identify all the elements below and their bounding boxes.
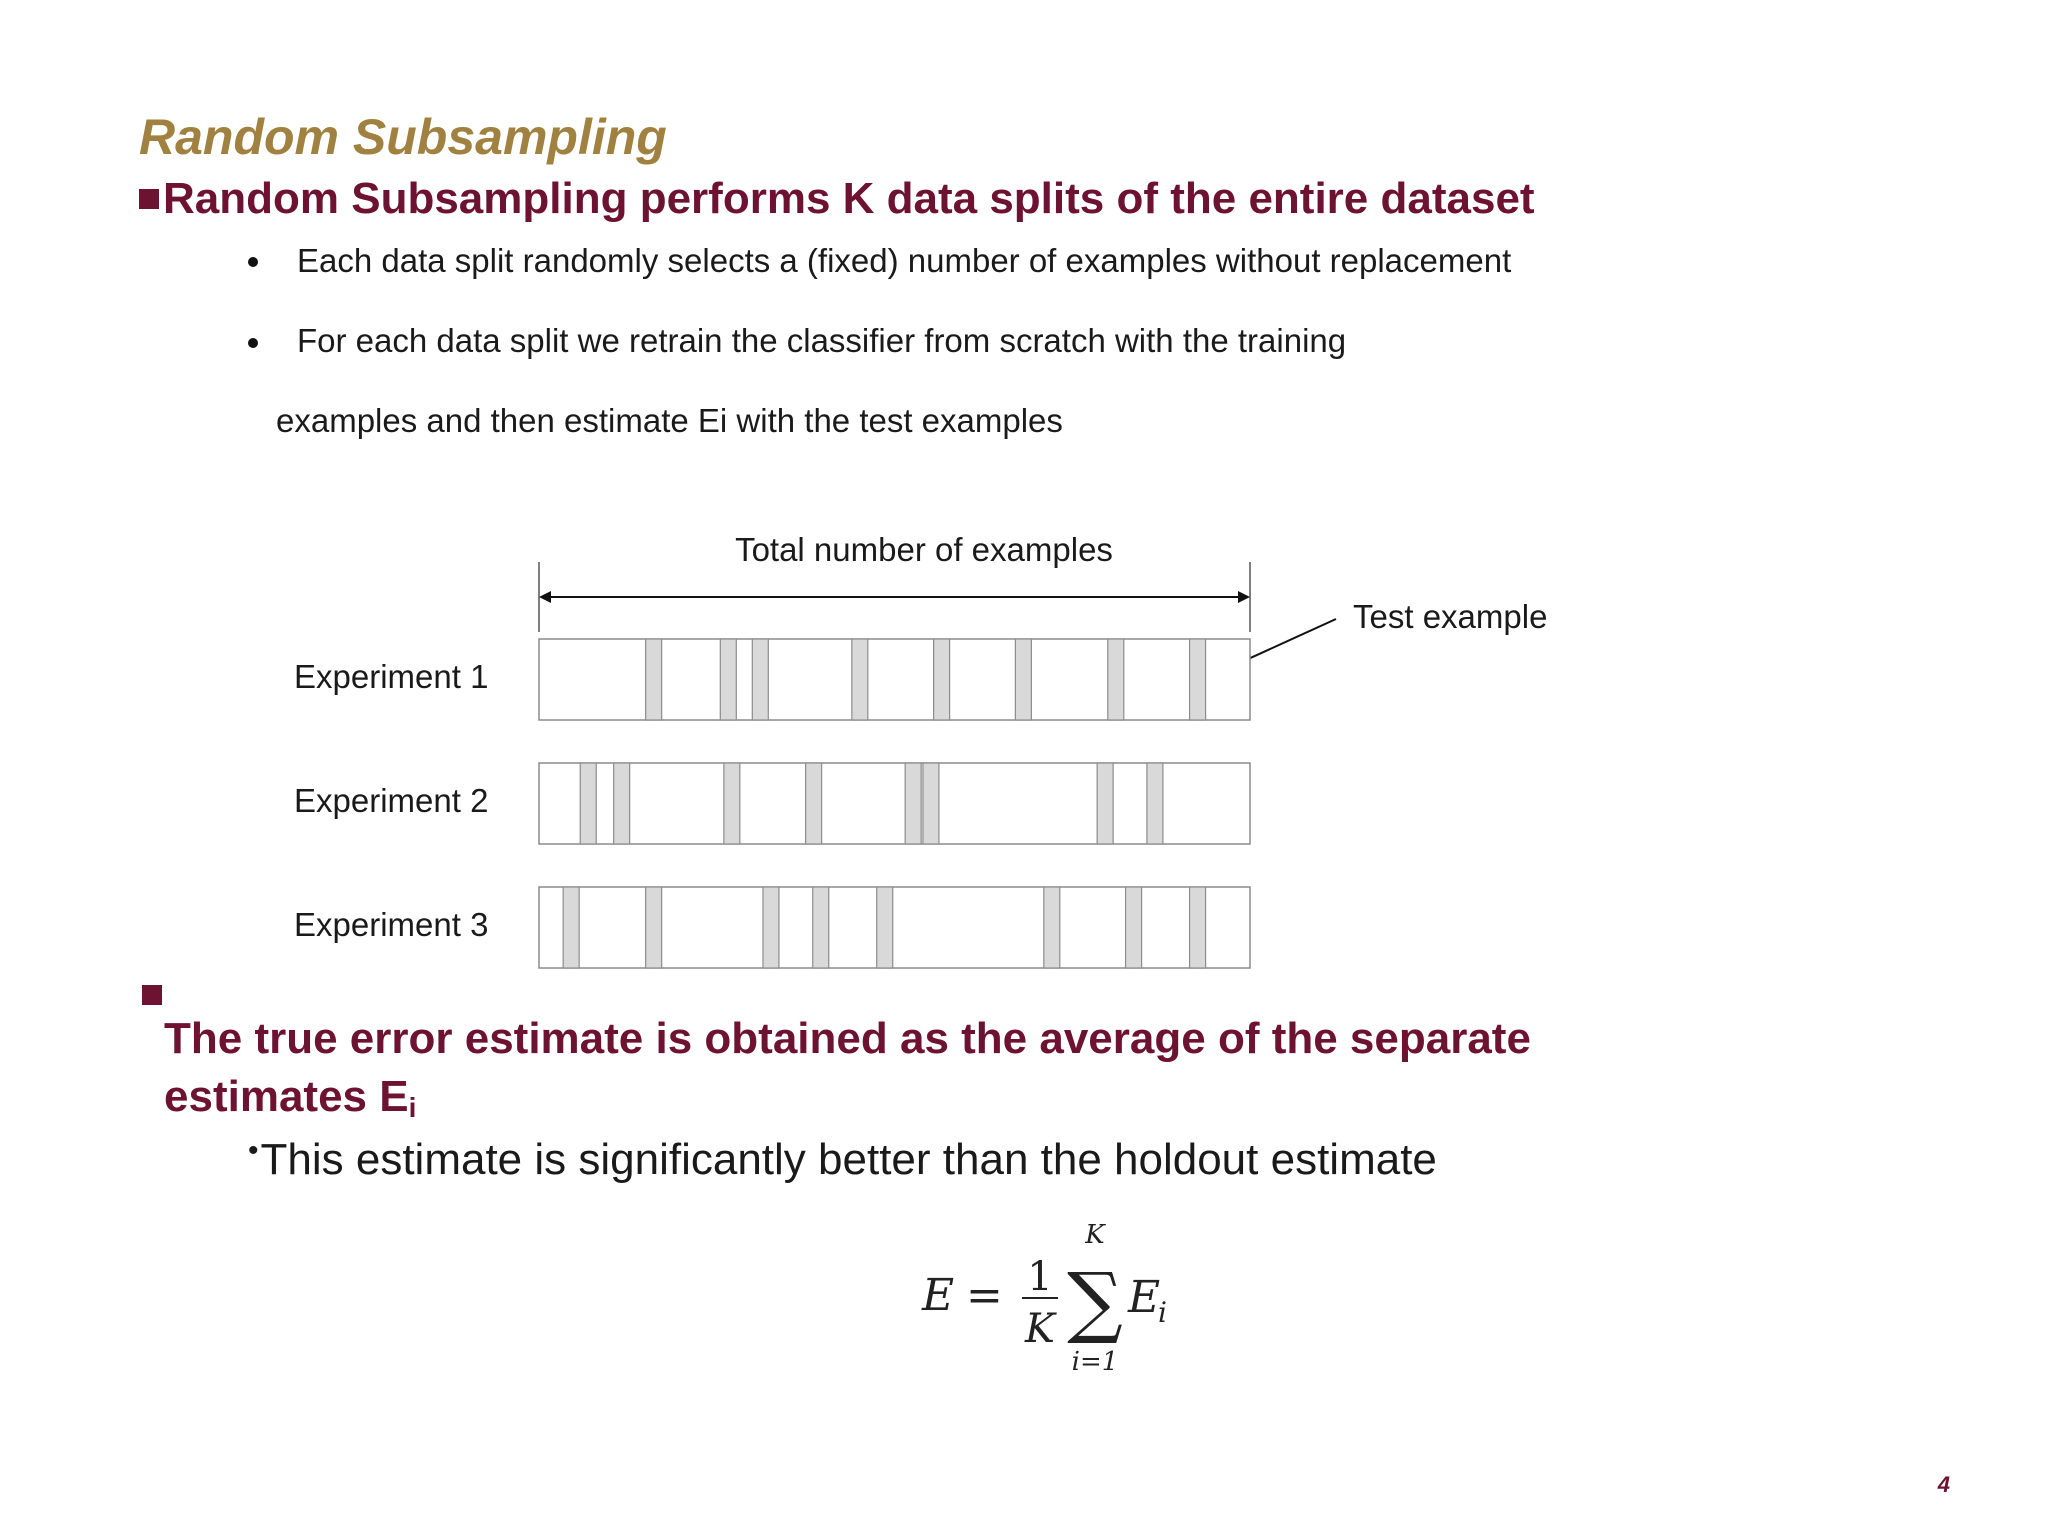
test-example-slot	[1108, 639, 1124, 720]
formula-denominator: K	[1025, 1306, 1055, 1352]
heading-1-text: Random Subsampling performs K data splits of the entire dataset	[163, 174, 1535, 223]
page-number: 4	[1937, 1472, 1950, 1497]
test-example-slot	[1044, 887, 1060, 968]
sub-bullet-text: This estimate is significantly better than the holdout estimate	[260, 1135, 1437, 1184]
callout-label: Test example	[1353, 598, 1548, 635]
test-example-slot	[923, 763, 939, 844]
formula-equals: =	[966, 1270, 1003, 1321]
heading-bullet-2	[164, 1010, 1724, 1137]
test-example-slot	[1147, 763, 1163, 844]
test-example-slot	[1097, 763, 1113, 844]
span-label: Total number of examples	[735, 531, 1113, 568]
experiment-bar	[539, 763, 1250, 844]
experiment-3-label: Experiment 3	[294, 906, 489, 943]
test-example-slot	[580, 763, 596, 844]
test-example-slot	[720, 639, 736, 720]
test-example-slot	[763, 887, 779, 968]
test-example-slot	[1126, 887, 1142, 968]
formula-term: E	[1128, 1272, 1161, 1323]
test-example-slot	[752, 639, 768, 720]
test-example-slot	[806, 763, 822, 844]
formula-numerator: 1	[1027, 1254, 1053, 1300]
error-formula	[900, 1210, 1200, 1390]
bullet-dot-icon: •	[248, 1134, 259, 1167]
test-example-slot	[852, 639, 868, 720]
experiment-1-label: Experiment 1	[294, 658, 489, 695]
formula-term-subscript: i	[1158, 1296, 1167, 1329]
test-example-slot	[905, 763, 921, 844]
test-example-slot	[1015, 639, 1031, 720]
slide-title: Random Subsampling	[139, 109, 667, 165]
test-example-slot	[646, 639, 662, 720]
heading-2-subscript: i	[408, 1092, 417, 1123]
experiment-2-label: Experiment 2	[294, 782, 489, 819]
square-bullet-icon	[142, 985, 162, 1005]
test-example-slot	[1190, 887, 1206, 968]
test-example-slot	[813, 887, 829, 968]
test-example-slot	[724, 763, 740, 844]
test-example-slot	[563, 887, 579, 968]
sub-bullet	[248, 1134, 1437, 1185]
bullet-2-text: For each data split we retrain the classifier from scratch with the training	[297, 322, 1347, 359]
test-example-slot	[877, 887, 893, 968]
heading-2-text: The true error estimate is obtained as the average of the separate estimates E	[164, 1014, 1531, 1121]
bullet-1-text: Each data split randomly selects a (fixed) number of examples without replacement	[297, 242, 1512, 279]
sum-symbol: ∑	[1067, 1257, 1123, 1347]
formula-upper-limit: K	[1085, 1220, 1105, 1250]
test-example-slot	[1190, 639, 1206, 720]
test-example-slot	[934, 639, 950, 720]
formula-lower-limit: i=1	[1071, 1347, 1119, 1377]
test-example-slot	[646, 887, 662, 968]
bullet-2-continuation: examples and then estimate Ei with the test examples	[276, 402, 1063, 439]
formula-lhs: E	[922, 1270, 955, 1321]
test-example-slot	[614, 763, 630, 844]
